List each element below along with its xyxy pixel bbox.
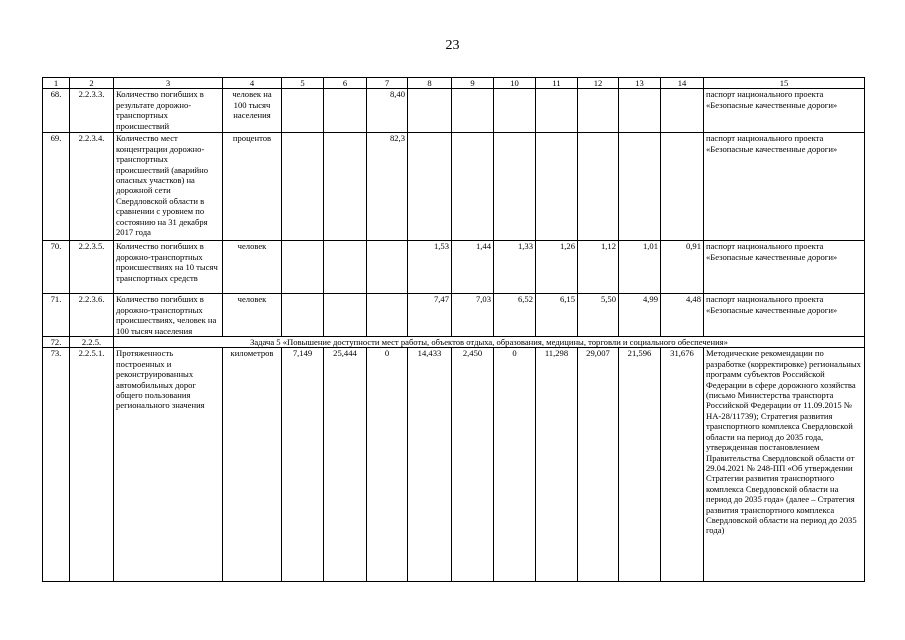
value-cell: 1,44 — [452, 241, 494, 294]
task-title: Задача 5 «Повышение доступности мест работы, объектов отдыха, образования, медицины, торговли и социального обеспечения» — [114, 337, 865, 348]
value-cell: 8,40 — [367, 89, 408, 133]
value-cell — [324, 133, 367, 241]
header-cell: 1 — [43, 78, 70, 89]
value-cell — [452, 133, 494, 241]
value-cell: 1,53 — [408, 241, 452, 294]
value-cell — [452, 89, 494, 133]
value-cell: 82,3 — [367, 133, 408, 241]
value-cell: 25,444 — [324, 348, 367, 582]
unit: человек на 100 тысяч населения — [223, 89, 282, 133]
row-number: 70. — [43, 241, 70, 294]
indicators-table — [42, 77, 865, 582]
row-code: 2.2.3.4. — [70, 133, 114, 241]
header-cell: 15 — [704, 78, 865, 89]
value-cell: 1,33 — [494, 241, 536, 294]
source-cell: паспорт национального проекта «Безопасные качественные дороги» — [704, 294, 865, 337]
page-number: 23 — [445, 38, 460, 53]
table-row — [43, 89, 865, 133]
value-cell: 1,01 — [619, 241, 661, 294]
header-cell: 12 — [578, 78, 619, 89]
value-cell — [324, 89, 367, 133]
value-cell — [367, 294, 408, 337]
header-cell: 14 — [661, 78, 704, 89]
value-cell — [408, 89, 452, 133]
value-cell — [578, 133, 619, 241]
header-cell: 8 — [408, 78, 452, 89]
unit: процентов — [223, 133, 282, 241]
value-cell: 2,450 — [452, 348, 494, 582]
source-cell: паспорт национального проекта «Безопасные качественные дороги» — [704, 89, 865, 133]
value-cell: 7,47 — [408, 294, 452, 337]
indicator-name: Количество погибших в дорожно-транспортных происшествиях на 10 тысяч транспортных средств — [114, 241, 223, 294]
value-cell: 11,298 — [536, 348, 578, 582]
row-number: 69. — [43, 133, 70, 241]
row-code: 2.2.3.5. — [70, 241, 114, 294]
value-cell: 0 — [367, 348, 408, 582]
value-cell: 7,149 — [282, 348, 324, 582]
value-cell: 14,433 — [408, 348, 452, 582]
value-cell: 6,52 — [494, 294, 536, 337]
source-cell: паспорт национального проекта «Безопасные качественные дороги» — [704, 133, 865, 241]
header-cell: 5 — [282, 78, 324, 89]
value-cell — [282, 241, 324, 294]
value-cell: 21,596 — [619, 348, 661, 582]
source-cell: паспорт национального проекта «Безопасные качественные дороги» — [704, 241, 865, 294]
unit: километров — [223, 348, 282, 582]
table-row — [43, 241, 865, 294]
value-cell: 1,26 — [536, 241, 578, 294]
value-cell: 31,676 — [661, 348, 704, 582]
row-code: 2.2.5.1. — [70, 348, 114, 582]
header-cell: 13 — [619, 78, 661, 89]
value-cell — [282, 133, 324, 241]
value-cell — [578, 89, 619, 133]
value-cell — [536, 133, 578, 241]
indicator-name: Количество мест концентрации дорожно-транспортных происшествий (аварийно опасных участков) на дорожной сети Свердловской области в сравнении с уровнем по состоянию на 31 декабря 2017 года — [114, 133, 223, 241]
value-cell — [661, 89, 704, 133]
row-number: 68. — [43, 89, 70, 133]
source-cell: Методические рекомендации по разработке (корректировке) региональных программ субъектов Российской Федерации в сфере дорожного хозяйства (письмо Министерства транспорта Российской Федерации от 11.09.2015 № НА-28/11739); Стратегия развития транспортного комплекса Свердловской области на период до 2035 года, утвержденная постановлением Правительства Свердловской области от 29.04.2021 № 248-ПП «Об утверждении Стратегии развития транспортного комплекса Свердловской области на период до 2035 года» (далее – Стратегия развития транспортного комплекса Свердловской области на период до 2035 года) — [704, 348, 865, 582]
table-row — [43, 348, 865, 582]
header-cell: 11 — [536, 78, 578, 89]
value-cell — [536, 89, 578, 133]
header-cell: 7 — [367, 78, 408, 89]
value-cell — [494, 133, 536, 241]
task-row — [43, 337, 865, 348]
value-cell: 0 — [494, 348, 536, 582]
indicator-name: Количество погибших в дорожно-транспортных происшествиях, человек на 100 тысяч населения — [114, 294, 223, 337]
header-cell: 4 — [223, 78, 282, 89]
value-cell: 0,91 — [661, 241, 704, 294]
unit: человек — [223, 241, 282, 294]
row-code: 2.2.3.3. — [70, 89, 114, 133]
unit: человек — [223, 294, 282, 337]
indicator-name: Количество погибших в результате дорожно-транспортных происшествий — [114, 89, 223, 133]
value-cell: 29,007 — [578, 348, 619, 582]
table-row — [43, 294, 865, 337]
row-number: 71. — [43, 294, 70, 337]
value-cell: 4,48 — [661, 294, 704, 337]
value-cell — [282, 89, 324, 133]
value-cell: 4,99 — [619, 294, 661, 337]
header-cell: 6 — [324, 78, 367, 89]
row-number: 73. — [43, 348, 70, 582]
value-cell — [408, 133, 452, 241]
table-row — [43, 133, 865, 241]
value-cell — [494, 89, 536, 133]
value-cell: 5,50 — [578, 294, 619, 337]
header-row — [43, 78, 865, 89]
header-cell: 9 — [452, 78, 494, 89]
header-cell: 10 — [494, 78, 536, 89]
header-cell: 3 — [114, 78, 223, 89]
value-cell: 7,03 — [452, 294, 494, 337]
value-cell — [324, 241, 367, 294]
value-cell — [367, 241, 408, 294]
value-cell — [661, 133, 704, 241]
row-code: 2.2.5. — [70, 337, 114, 348]
value-cell: 6,15 — [536, 294, 578, 337]
value-cell: 1,12 — [578, 241, 619, 294]
value-cell — [282, 294, 324, 337]
value-cell — [619, 89, 661, 133]
row-code: 2.2.3.6. — [70, 294, 114, 337]
indicator-name: Протяженность построенных и реконструированных автомобильных дорог общего пользования регионального значения — [114, 348, 223, 582]
value-cell — [619, 133, 661, 241]
row-number: 72. — [43, 337, 70, 348]
value-cell — [324, 294, 367, 337]
header-cell: 2 — [70, 78, 114, 89]
